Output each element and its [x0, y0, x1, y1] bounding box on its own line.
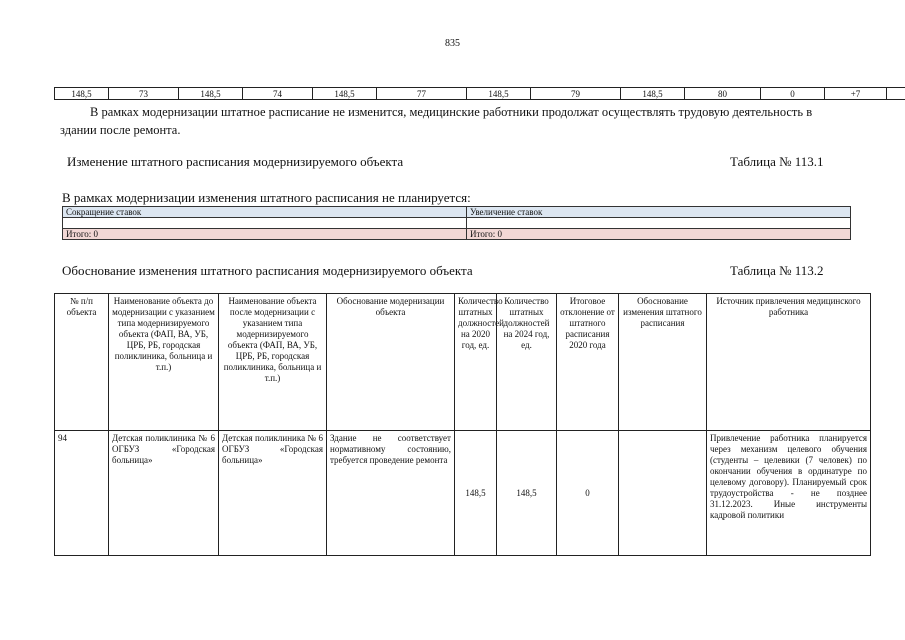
column-header-deviation: Итоговое отклонение от штатного расписания 2020 года: [557, 294, 619, 431]
table-cell: 148,5: [179, 88, 243, 100]
column-header-count-2024: Количество штатных должностей на 2024 год, ед.: [497, 294, 557, 431]
table-total-row: [63, 229, 851, 240]
row-count-2020: 148,5: [455, 431, 497, 556]
table-cell: 79: [531, 88, 621, 100]
table-row: [55, 88, 905, 100]
table-cell: 80: [685, 88, 761, 100]
column-header-source: Источник привлечения медицинского работника: [707, 294, 871, 431]
table-cell: 148,5: [55, 88, 109, 100]
column-header-name-after: Наименование объекта после модернизации с указанием типа модернизируемого объекта (ФАП, ВА, УБ, ЦРБ, РБ, городская поликлиника, больница и т.п.): [219, 294, 327, 431]
table-cell: 148,5: [467, 88, 531, 100]
table-cell: +7: [825, 88, 887, 100]
table-cell: [887, 88, 905, 100]
section1-table-number: Таблица № 113.1: [730, 154, 824, 169]
table-row: [55, 431, 871, 556]
table-cell: [467, 218, 851, 229]
table-cell: 148,5: [313, 88, 377, 100]
section1-note: В рамках модернизации изменения штатного расписания не планируется:: [62, 190, 471, 205]
section2-title: Обоснование изменения штатного расписания модернизируемого объекта: [62, 263, 473, 278]
row-deviation: 0: [557, 431, 619, 556]
justification-table: [54, 293, 871, 556]
table-row: [63, 218, 851, 229]
section2-table-number: Таблица № 113.2: [730, 263, 824, 278]
column-header-justification: Обоснование модернизации объекта: [327, 294, 455, 431]
increase-total: Итого: 0: [467, 229, 851, 240]
row-name-after: Детская поликлиника № 6 ОГБУЗ «Городская больница»: [219, 431, 327, 556]
table-cell: 77: [377, 88, 467, 100]
staffing-change-table: [62, 206, 851, 240]
row-justification: Здание не соответствует нормативному состоянию, требуется проведение ремонта: [327, 431, 455, 556]
table-header-row: [55, 294, 871, 431]
column-header-number: № п/п объекта: [55, 294, 109, 431]
continuation-table: [54, 87, 905, 100]
table-cell: 148,5: [621, 88, 685, 100]
reduction-total: Итого: 0: [63, 229, 467, 240]
column-header-name-before: Наименование объекта до модернизации с указанием типа модернизируемого объекта (ФАП, ВА, УБ, ЦРБ, РБ, городская поликлиника, больница и т.п.): [109, 294, 219, 431]
column-header-count-2020: Количество штатных должностей на 2020 год, ед.: [455, 294, 497, 431]
section1-title: Изменение штатного расписания модернизируемого объекта: [67, 154, 404, 169]
row-source: Привлечение работника планируется через механизм целевого обучения (студенты – целевики (7 человек) по окончании обучения в ординатуре по целевому договору). Планируемый срок трудоустройства - не позднее 31.12.2023. Иные инструменты кадровой политики: [707, 431, 871, 556]
table-cell: [63, 218, 467, 229]
table-header-row: [63, 207, 851, 218]
table-cell: 74: [243, 88, 313, 100]
table-cell: 0: [761, 88, 825, 100]
table-cell: 73: [109, 88, 179, 100]
reduction-header: Сокращение ставок: [63, 207, 467, 218]
increase-header: Увеличение ставок: [467, 207, 851, 218]
row-count-2024: 148,5: [497, 431, 557, 556]
body-paragraph: В рамках модернизации штатное расписание не изменится, медицинские работники продолжат осуществлять трудовую деятельность в здании после ремонта.: [60, 105, 813, 137]
column-header-change-reason: Обоснование изменения штатного расписания: [619, 294, 707, 431]
page-number: 835: [445, 38, 460, 49]
row-name-before: Детская поликлиника № 6 ОГБУЗ «Городская больница»: [109, 431, 219, 556]
row-number: 94: [55, 431, 109, 556]
row-change-reason: [619, 431, 707, 556]
